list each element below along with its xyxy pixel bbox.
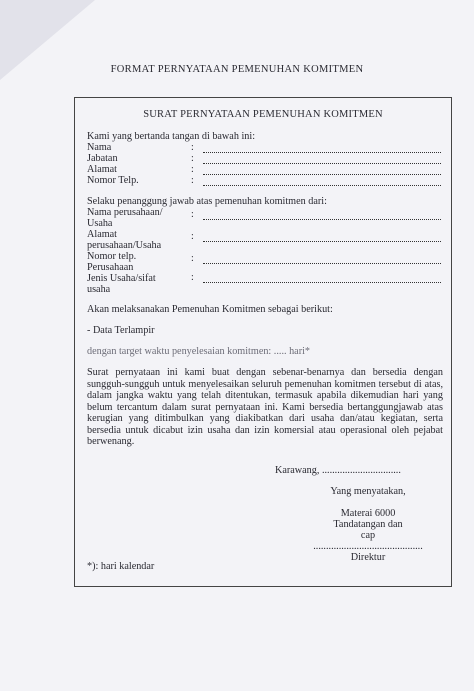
footnote: *): hari kalendar bbox=[87, 561, 155, 572]
box-title: SURAT PERNYATAAN PEMENUHAN KOMITMEN bbox=[143, 109, 383, 120]
stamp-label: Materai 6000 bbox=[340, 508, 396, 519]
target-line: dengan target waktu penyelesaian komitmen: ..... hari* bbox=[87, 346, 311, 357]
colon: : bbox=[191, 209, 194, 220]
fill-line-company-address bbox=[203, 241, 441, 242]
fill-line-company-phone bbox=[203, 263, 441, 264]
intro-text: Kami yang bertanda tangan di bawah ini: bbox=[87, 131, 256, 142]
colon: : bbox=[191, 231, 194, 242]
fill-line-phone bbox=[203, 185, 441, 186]
outer-title: FORMAT PERNYATAAN PEMENUHAN KOMITMEN bbox=[110, 64, 364, 75]
colon: : bbox=[191, 253, 194, 264]
field-label-company-name-cont: Usaha bbox=[87, 218, 113, 229]
field-label-company-phone: Nomor telp. bbox=[87, 251, 137, 262]
field-label-business-type-cont: usaha bbox=[87, 284, 111, 295]
position-label: Direktur bbox=[350, 552, 386, 563]
fill-line-name bbox=[203, 152, 441, 153]
field-label-position: Jabatan bbox=[87, 153, 118, 164]
responsible-intro: Selaku penanggung jawab atas pemenuhan komitmen dari: bbox=[87, 196, 327, 207]
place-date: Karawang, ............................... bbox=[275, 465, 401, 476]
signature-label-1: Tandatangan dan bbox=[333, 519, 403, 530]
field-label-business-type: Jenis Usaha/sifat bbox=[87, 273, 156, 284]
attachment-item: - Data Terlampir bbox=[87, 325, 155, 336]
colon: : bbox=[191, 164, 194, 175]
colon: : bbox=[191, 175, 194, 186]
fill-line-business-type bbox=[203, 282, 441, 283]
field-label-company-address-cont: perusahaan/Usaha bbox=[87, 240, 162, 251]
statement-box bbox=[74, 97, 452, 587]
commit-line: Akan melaksanakan Pemenuhan Komitmen sebagai berikut: bbox=[87, 304, 333, 315]
colon: : bbox=[191, 153, 194, 164]
signature-label-2: cap bbox=[360, 530, 376, 541]
colon: : bbox=[191, 142, 194, 153]
fill-line-position bbox=[203, 163, 441, 164]
field-label-name: Nama bbox=[87, 142, 112, 153]
colon: : bbox=[191, 272, 194, 283]
field-label-phone: Nomor Telp. bbox=[87, 175, 139, 186]
signer-label: Yang menyatakan, bbox=[330, 486, 406, 497]
fill-line-address bbox=[203, 174, 441, 175]
field-label-company-phone-cont: Perusahaan bbox=[87, 262, 134, 273]
signature-line: ........................................... bbox=[313, 541, 423, 552]
field-label-address: Alamat bbox=[87, 164, 117, 175]
field-label-company-name: Nama perusahaan/ bbox=[87, 207, 163, 218]
field-label-company-address: Alamat bbox=[87, 229, 117, 240]
statement-paragraph: Surat pernyataan ini kami buat dengan sebenar-benarnya dan bersedia dengan sungguh-sungguh untuk menyelesaikan seluruh pemenuhan komitmen tersebut di atas, dalam jangka waktu yang telah ditentukan, termasuk apabila dikemudian hari yang belum tercantum dalam surat pernyataan ini. Kami bersedia bertanggungjawab atas kerugian yang ditimbulkan yang diakibatkan dari usaha dan/atau kegiatan, serta bersedia untuk dicabut izin usaha dan izin komersial atau operasional oleh pejabat berwenang. bbox=[87, 367, 443, 447]
fill-line-company-name bbox=[203, 219, 441, 220]
